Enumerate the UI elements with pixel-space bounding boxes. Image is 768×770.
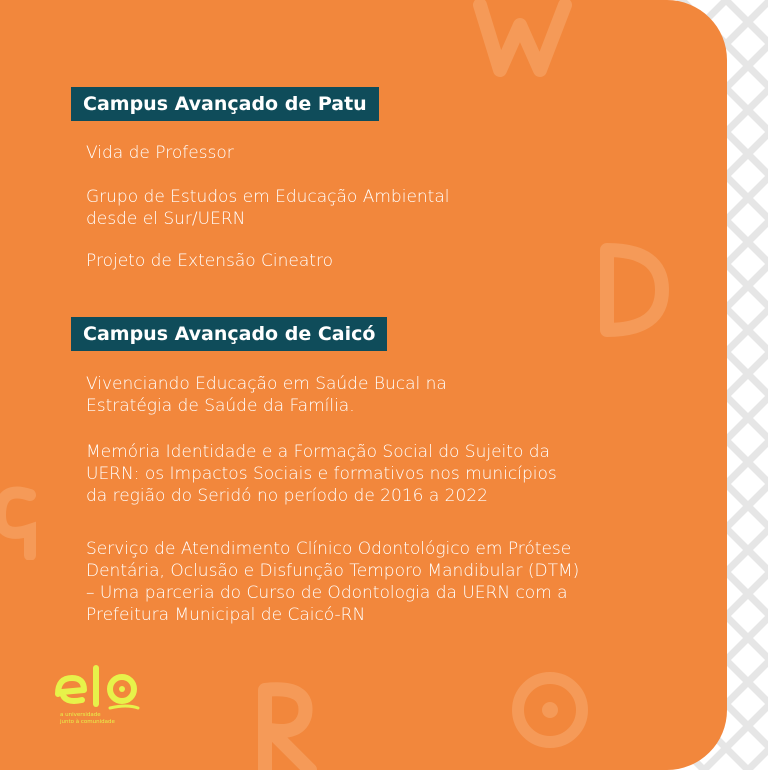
decorative-letter-d [592,240,672,340]
project-item: Projeto de Extensão Cineatro [86,251,333,271]
section-title-caico: Campus Avançado de Caicó [71,317,387,351]
decorative-letter-g [0,480,40,560]
decorative-letter-w [470,0,580,80]
section-title-patu: Campus Avançado de Patu [71,87,379,121]
decorative-circle [505,665,595,755]
decorative-letter-r [250,680,330,770]
project-item: Memória Identidade e a Formação Social do Sujeito da UERN: os Impactos Sociais e formativos nos municípios da região do Seridó no período de 2016 a 2022 [86,442,557,506]
project-item: Serviço de Atendimento Clínico Odontológico em Prótese Dentária, Oclusão e Disfunção Temporo Mandibular (DTM) – Uma parceria do Curso de Odontologia da UERN com a Prefeitura Municipal de Caicó-RN [86,539,580,625]
logo-tagline: a universidade junto à comunidade [60,712,115,725]
project-item: Vivenciando Educação em Saúde Bucal na Estratégia de Saúde da Família. [86,374,447,416]
project-item: Vida de Professor [86,143,234,163]
project-item: Grupo de Estudos em Educação Ambiental desde el Sur/UERN [86,187,450,229]
